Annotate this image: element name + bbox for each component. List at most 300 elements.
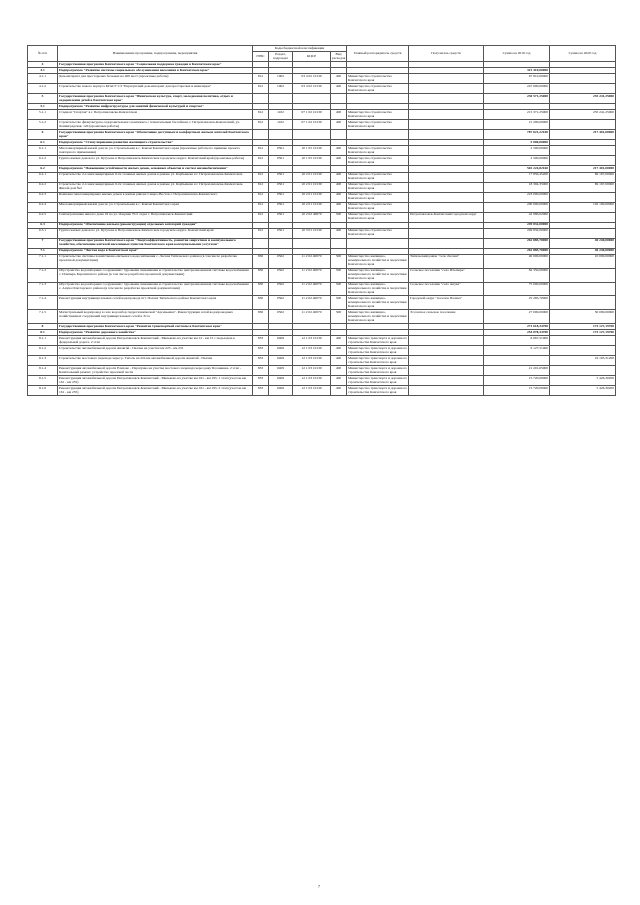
row-number: 8.1.3 [28, 356, 58, 366]
table-row [28, 254, 616, 268]
row-sum-2020: 5 426,30200 [550, 386, 616, 396]
row-ksr [293, 238, 331, 248]
header-razdel: Раздел, подраздел [269, 52, 293, 62]
row-razdel: 0409 [269, 346, 293, 356]
row-number: 7.1 [28, 248, 58, 254]
row-ksr: 12 1 03 10130 [293, 366, 331, 376]
row-executor: Министерство транспорта и дорожного строительства Камчатского края [348, 376, 407, 384]
row-grbs: 830 [253, 310, 269, 324]
row-recipient [409, 172, 484, 182]
row-name: Государственная программа Камчатского края "Социальная поддержка граждан в Камчатском крае" [58, 62, 253, 68]
row-name: Строительство физкультурно-оздоровительного комплекса с плавательным бассейном, г. Петропавловск-Камчатский, ул. Ленинградская, 120 (проектные работы) [58, 120, 253, 130]
row-grbs [253, 130, 269, 140]
row-ksr [293, 130, 331, 140]
row-ksr: 12 1 03 10130 [293, 376, 331, 386]
row-sum-2019: 254 078,34700 [484, 330, 550, 336]
table-row [28, 202, 616, 212]
row-grbs: 833 [253, 356, 269, 366]
row-recipient [409, 130, 484, 140]
row-name: Обустройство водозаборных сооружений с буровыми скважинами и строительство централизованной системы водоснабжения с. Ильпырь Карагинского района (в том числе разработка проектной документации) [58, 268, 253, 282]
row-grbs: 830 [253, 296, 269, 310]
row-executor: Министерство строительства Камчатского края [347, 74, 409, 84]
row-ksr: 03 4 02 10130 [293, 84, 331, 94]
row-vr: 400 [331, 172, 347, 182]
row-number: 8.1.4 [28, 366, 58, 376]
row-razdel: 0502 [269, 282, 293, 296]
row-grbs: 812 [253, 212, 269, 222]
row-ksr: 10 2 02 40070 [293, 212, 331, 222]
row-sum-2020 [550, 282, 616, 296]
row-recipient [409, 120, 484, 130]
row-name: Государственная программа Камчатского края "Физическая культура, спорт, молодежная политика, отдых и оздоровление детей в Камчатском крае" [58, 94, 253, 104]
row-sum-2019: 40 000,00000 [484, 254, 550, 268]
row-razdel: 0501 [269, 182, 293, 192]
row-razdel: 0409 [269, 376, 293, 386]
row-executor: Министерство строительства Камчатского края [347, 202, 409, 212]
table-row [28, 130, 616, 140]
row-name: Реконструкция автомобильной дороги Петропавловск-Камчатский - Мильково на участке км 161 - км 195. 1 этап (участок км 161 - км 255) [58, 376, 253, 386]
row-razdel: 0501 [269, 228, 293, 238]
row-recipient [409, 94, 484, 104]
row-razdel: 0409 [269, 386, 293, 396]
row-number: 6.2.3 [28, 192, 58, 202]
row-grbs: 833 [253, 336, 269, 346]
row-grbs [253, 94, 269, 104]
row-sum-2020 [550, 192, 616, 202]
row-name: Магистральный водопровод в селе водозабор гидротехнической "Арсеньевка". Реконструкция сетей водопроводных хозяйственных сооружений внутриквартальных сетей в Эссо [58, 310, 253, 324]
row-sum-2020 [550, 146, 616, 156]
row-recipient [409, 386, 484, 396]
row-ksr [293, 94, 331, 104]
row-number: 8.1.1 [28, 336, 58, 346]
row-recipient [409, 346, 484, 356]
row-number: 6 [28, 130, 58, 140]
row-ksr: 11 2 02 40070 [293, 310, 331, 324]
row-name: Строительство мостового перехода через р. Тиголь на 224 км автомобильной дороги Анавгай - Палана [58, 356, 253, 366]
row-sum-2019: 5 000,00000 [484, 140, 550, 146]
row-sum-2019: 15 720,00000 [484, 386, 550, 396]
row-vr: 400 [331, 146, 347, 156]
row-executor: Министерство транспорта и дорожного строительства Камчатского края [348, 356, 407, 364]
row-recipient: Сельское поселение "село Ильпырь" [409, 268, 484, 282]
row-razdel: 0501 [269, 156, 293, 166]
row-recipient [409, 156, 484, 166]
table-row [28, 156, 616, 166]
header-ksr: КЦСР [293, 52, 331, 62]
row-recipient [409, 228, 484, 238]
row-vr: 400 [331, 366, 347, 376]
row-recipient [409, 110, 484, 120]
row-number: 4.1.1 [28, 74, 58, 84]
header-codes-group: Коды бюджетной классификации [253, 46, 347, 52]
row-executor: Министерство строительства Камчатского края [347, 228, 409, 238]
table-row [28, 84, 616, 94]
row-sum-2019: 315 410,00000 [484, 68, 550, 74]
row-name: Подпрограмма "Чистая вода в Камчатском крае" [58, 248, 253, 254]
row-number: 6.3 [28, 222, 58, 228]
row-sum-2019 [484, 356, 550, 366]
row-razdel: 0502 [269, 268, 293, 282]
row-name: Многоквартирный жилой дом по ул. Строительная в с. Ключи Камчатского края [58, 202, 253, 212]
row-vr: 400 [331, 192, 347, 202]
row-sum-2019: 17 850,45200 [484, 172, 550, 182]
row-name: Государственная программа Камчатского края "Развитие транспортной системы в Камчатском крае" [58, 324, 253, 330]
row-sum-2019: 18 394,35000 [484, 182, 550, 192]
row-number: 6.2.4 [28, 202, 58, 212]
row-name: Строительство автомобильной дороги Анавгай - Палана на участке км 225 - км 231 [58, 346, 253, 356]
row-executor: Министерство жилищно-коммунального хозяйства и энергетики Камчатского края [347, 296, 409, 310]
row-sum-2020 [550, 346, 616, 356]
row-name: Строительство нового корпуса КГАСУ СЗ "Паратунский дом-интернат для престарелых и инвалидов" [58, 84, 253, 94]
row-sum-2019: 15 720,00000 [484, 376, 550, 386]
row-executor: Министерство жилищно-коммунального хозяйства и энергетики Камчатского края [347, 254, 409, 268]
row-razdel: 1002 [269, 84, 293, 94]
row-sum-2020: 173 127,19700 [550, 324, 616, 330]
row-vr: 400 [331, 386, 347, 396]
row-name: Реконструкция автомобильной дороги Елизово - Паратунка на участке мостового перехода через реку Половинка. 2 этап - Капитальный ремонт, устройство проезжей части [58, 366, 253, 376]
row-sum-2020: 69 167,00000 [550, 182, 616, 192]
row-vr: 500 [331, 268, 347, 282]
row-grbs [253, 238, 269, 248]
row-sum-2020: 217 401,00000 [550, 166, 616, 172]
row-sum-2019: 249 832,00000 [484, 222, 550, 228]
row-ksr: 03 4 02 10130 [293, 74, 331, 84]
row-razdel: 0501 [269, 192, 293, 202]
row-ksr: 10 2 01 10130 [293, 182, 331, 192]
row-grbs: 812 [253, 202, 269, 212]
row-recipient [409, 84, 484, 94]
table-row [28, 268, 616, 282]
row-vr [331, 130, 347, 140]
row-sum-2019: 67 810,00000 [484, 74, 550, 84]
row-razdel: 0501 [269, 212, 293, 222]
row-executor: Министерство транспорта и дорожного строительства Камчатского края [348, 366, 407, 374]
header-name: Наименование программы, подпрограммы, мероприятия [58, 46, 253, 62]
row-executor: Министерство строительства Камчатского края [347, 182, 409, 192]
row-grbs: 812 [253, 172, 269, 182]
row-grbs: 830 [253, 254, 269, 268]
table-row [28, 386, 616, 396]
row-sum-2020: 173 127,19700 [550, 330, 616, 336]
row-number: 6.3.1 [28, 228, 58, 238]
row-recipient [409, 366, 484, 376]
row-sum-2019: 15 200,00000 [484, 120, 550, 130]
header-grbs: ГРБС [253, 52, 269, 62]
row-razdel: 0409 [269, 356, 293, 366]
row-executor: Министерство строительства Камчатского края [347, 172, 409, 182]
row-executor: Министерство транспорта и дорожного строительства Камчатского края [348, 346, 407, 354]
row-recipient [409, 238, 484, 248]
row-executor: Министерство жилищно-коммунального хозяйства и энергетики Камчатского края [347, 310, 409, 324]
row-ksr: 11 2 02 40070 [293, 254, 331, 268]
row-number: 5.1.1 [28, 110, 58, 120]
row-vr: 400 [331, 202, 347, 212]
row-sum-2020: 5 426,30200 [550, 376, 616, 386]
row-sum-2020 [550, 366, 616, 376]
table-row [28, 192, 616, 202]
row-recipient [409, 192, 484, 202]
row-razdel [269, 94, 293, 104]
row-name: Реконструкция внутриквартальных сетей водопровода пгт. Палана Тигильского района Камчатского края [58, 296, 253, 310]
row-number: 7.1.3 [28, 282, 58, 296]
row-sum-2020 [550, 268, 616, 282]
row-ksr: 10 2 01 10130 [293, 172, 331, 182]
row-vr: 400 [331, 156, 347, 166]
row-name: Подпрограмма "Развитие системы социального обслуживания населения в Камчатском крае" [58, 68, 253, 74]
row-number: 6.1.1 [28, 146, 58, 156]
row-razdel: 1102 [269, 110, 293, 120]
row-vr: 400 [331, 84, 347, 94]
row-ksr: 10 2 01 10130 [293, 192, 331, 202]
row-sum-2019: 27 000,00000 [484, 310, 550, 324]
row-sum-2019: 75 000,00000 [484, 282, 550, 296]
row-grbs: 833 [253, 386, 269, 396]
row-ksr: 10 1 05 10130 [293, 146, 331, 156]
row-name: Подпрограмма "Развитие дорожного хозяйства" [58, 330, 253, 336]
table-row [28, 376, 616, 386]
table-row [28, 346, 616, 356]
row-name: Подпрограмма "Стимулирование развития жилищного строительства" [58, 140, 253, 146]
row-vr: 500 [331, 282, 347, 296]
row-sum-2020 [550, 120, 616, 130]
row-name: Дом-интернат для престарелых больных на 400 мест (проектные работы) [58, 74, 253, 84]
row-executor: Министерство строительства Камчатского края [347, 212, 409, 222]
row-vr: 400 [331, 182, 347, 192]
row-recipient [409, 182, 484, 192]
row-name: Стадион "Спартак" в г. Петропавловске-Камчатском [58, 110, 253, 120]
row-sum-2020 [550, 296, 616, 310]
row-executor: Министерство строительства Камчатского края [347, 146, 409, 156]
row-number: 7 [28, 238, 58, 248]
row-number: 5 [28, 94, 58, 104]
row-vr: 500 [331, 254, 347, 268]
row-executor [347, 130, 409, 140]
row-ksr: 12 1 03 10130 [293, 356, 331, 366]
row-number: 6.2.2 [28, 182, 58, 192]
row-razdel: 0409 [269, 336, 293, 346]
row-razdel: 0501 [269, 146, 293, 156]
row-executor: Министерство транспорта и дорожного строительства Камчатского края [348, 386, 407, 394]
row-vr: 400 [331, 356, 347, 366]
row-number: 6.2 [28, 166, 58, 172]
row-sum-2020: 16 105,31200 [550, 356, 616, 366]
row-recipient [409, 356, 484, 366]
row-number: 7.1.4 [28, 296, 58, 310]
budget-table [27, 45, 616, 396]
row-number: 4.1 [28, 68, 58, 74]
row-sum-2020: 235 241,25000 [550, 94, 616, 104]
table-row [28, 296, 616, 310]
page-number: 7 [318, 884, 320, 889]
row-sum-2019: 42 980,02060 [484, 212, 550, 222]
row-number: 8 [28, 324, 58, 330]
row-recipient [409, 376, 484, 386]
row-sum-2019: 2 500,00000 [484, 156, 550, 166]
row-razdel: 0501 [269, 172, 293, 182]
row-name: Комплекс многоквартирных жилых домов в жилом районе Северо-Восток г. Петропавловска-Камчатского [58, 192, 253, 202]
row-name: Государственная программа Камчатского края "Энергоэффективность, развитие энергетики и коммунального хозяйства, обеспечение жителей населенных пунктов Камчатского края коммунальными услугами" [58, 238, 253, 248]
row-name: Группа жилых домов по ул. Кутузова в Петропавловск-Камчатском городском округе. Камчатский край (проектные работы) [58, 156, 253, 166]
row-razdel: 1102 [269, 120, 293, 130]
header-sum-2019: Сумма на 2019 год [484, 46, 550, 62]
row-number: 5.1 [28, 104, 58, 110]
row-number: 5.1.2 [28, 120, 58, 130]
row-number: 6.2.1 [28, 172, 58, 182]
row-recipient: Петропавловск-Камчатский городской округ [409, 212, 484, 222]
row-grbs: 812 [253, 192, 269, 202]
row-sum-2019: 249 832,00000 [484, 228, 550, 238]
row-ksr: 10 2 01 10130 [293, 202, 331, 212]
header-executor: Главный распорядитель средств [347, 46, 409, 62]
row-name: Обустройство водозаборных сооружений с буровыми скважинами и строительство централизованной системы водоснабжения с. Апука Олюторского района (в том числе разработка проектной документации) [58, 282, 253, 296]
row-vr [331, 238, 347, 248]
table-row [28, 110, 616, 120]
row-recipient [409, 146, 484, 156]
row-ksr: 10 1 05 10130 [293, 156, 331, 166]
row-sum-2019: 6 127,51900 [484, 346, 550, 356]
table-row [28, 282, 616, 296]
table-row [28, 172, 616, 182]
row-sum-2019: 262 885,70000 [484, 238, 550, 248]
row-sum-2020 [550, 228, 616, 238]
row-number: 8.1.5 [28, 376, 58, 386]
row-number: 4 [28, 62, 58, 68]
row-vr: 500 [331, 212, 347, 222]
row-recipient: Тигильский район "село Лесная" [409, 254, 484, 268]
row-number: 8.1.2 [28, 346, 58, 356]
row-vr: 400 [331, 336, 347, 346]
row-vr: 500 [331, 310, 347, 324]
row-sum-2019: 271 618,34700 [484, 324, 550, 330]
table-row [28, 182, 616, 192]
row-sum-2019: 223 000,00000 [484, 192, 550, 202]
table-row [28, 74, 616, 84]
row-sum-2020: 10 000,00000 [550, 254, 616, 268]
header-recipient: Получатель средств [409, 46, 484, 62]
row-grbs: 812 [253, 156, 269, 166]
row-ksr: 11 2 02 40070 [293, 282, 331, 296]
row-razdel: 0409 [269, 366, 293, 376]
row-executor: Министерство строительства Камчатского края [347, 156, 409, 166]
row-sum-2019: 262 885,70000 [484, 248, 550, 254]
row-grbs: 812 [253, 228, 269, 238]
row-name: Многоквартирный жилой дом по ул. Строительная в с. Ключи Камчатского края (проектные работы по привязке проекта повторного применения) [58, 146, 253, 156]
row-name: Строительство 2-х многоквартирных 9-ти этажных жилых домов в районе ул. Карбышева в г. Петропавловске-Камчатском. Жилой дом №2 [58, 182, 253, 192]
row-razdel: 1002 [269, 74, 293, 84]
row-sum-2020: 40 240,00000 [550, 238, 616, 248]
row-sum-2019: 247 600,00000 [484, 84, 550, 94]
row-sum-2020: 40 240,00000 [550, 248, 616, 254]
row-sum-2019: 787 021,22100 [484, 130, 550, 140]
row-razdel [269, 130, 293, 140]
row-vr: 400 [331, 346, 347, 356]
row-razdel [269, 238, 293, 248]
row-ksr: 07 1 02 10130 [293, 120, 331, 130]
table-row [28, 228, 616, 238]
row-recipient: Городской округ "поселок Палана" [409, 296, 484, 310]
row-sum-2020 [550, 212, 616, 222]
row-recipient: Сельское поселение "село Апука" [409, 282, 484, 296]
row-name: Реконструкция автомобильной дороги Петропавловск-Камчатский - Мильково на участке км 12 - км 15 с подъездом к федеральной дороге. 2 этап [58, 336, 253, 346]
header-vr: Вид расходов [332, 51, 346, 60]
row-ksr: 12 1 03 10130 [293, 346, 331, 356]
row-sum-2019: 215 371,25000 [484, 110, 550, 120]
row-number: 7.1.1 [28, 254, 58, 268]
row-executor [347, 238, 409, 248]
row-sum-2020 [550, 336, 616, 346]
row-sum-2019: 82 350,00000 [484, 268, 550, 282]
row-grbs: 812 [253, 74, 269, 84]
table-row [28, 212, 616, 222]
row-razdel: 0502 [269, 296, 293, 310]
row-recipient: Эссовское сельское поселение [409, 310, 484, 324]
row-executor: Министерство жилищно-коммунального хозяйства и энергетики Камчатского края [347, 282, 409, 296]
row-vr: 400 [331, 110, 347, 120]
header-sum-2020: Сумма на 2020 год [550, 46, 616, 62]
row-sum-2020: 69 167,00000 [550, 172, 616, 182]
row-grbs: 812 [253, 146, 269, 156]
row-number: 7.1.5 [28, 310, 58, 324]
row-sum-2019: 25 285,70000 [484, 296, 550, 310]
row-sum-2020: 30 000,00000 [550, 310, 616, 324]
row-name: Строительство системы хозяйственно-питьевого водоснабжения с. Лесная Тигильского района (в том числе разработка проектной документации) [58, 254, 253, 268]
row-ksr: 07 1 02 10130 [293, 110, 331, 120]
row-grbs: 830 [253, 282, 269, 296]
row-name: Подпрограмма "Развитие инфраструктуры для занятий физической культурой и спортом" [58, 104, 253, 110]
table-row [28, 310, 616, 324]
row-grbs: 812 [253, 84, 269, 94]
row-sum-2020: 102 100,00000 [550, 202, 616, 212]
row-vr: 400 [331, 228, 347, 238]
row-vr: 400 [331, 120, 347, 130]
table-row [28, 238, 616, 248]
row-executor: Министерство строительства Камчатского края [347, 84, 409, 94]
row-sum-2019: 6 067,51900 [484, 336, 550, 346]
row-grbs: 812 [253, 110, 269, 120]
row-vr: 500 [331, 296, 347, 310]
row-grbs: 833 [253, 346, 269, 356]
row-sum-2020 [550, 84, 616, 94]
row-name: Подпрограмма "Повышение устойчивости жилых домов, основных объектов и систем жизнеобеспечения" [58, 166, 253, 172]
row-recipient [409, 336, 484, 346]
row-name: Группа жилых домов по ул. Кутузова в Петропавловск-Камчатском городском округе. Камчатский край [58, 228, 253, 238]
row-sum-2019: 502 224,82160 [484, 166, 550, 172]
row-grbs: 833 [253, 376, 269, 386]
row-executor: Министерство строительства Камчатского края [347, 192, 409, 202]
row-executor: Министерство строительства Камчатского края [347, 120, 409, 130]
header-num: № п/п [28, 46, 58, 62]
row-executor [347, 94, 409, 104]
row-recipient [409, 202, 484, 212]
row-sum-2020 [550, 156, 616, 166]
row-name: Сейсмоусиление жилого дома 19 по ул. Озерная 7б/2 отдел г. Петропавловск-Камчатский [58, 212, 253, 222]
row-vr: 400 [331, 74, 347, 84]
row-ksr: 12 1 03 10130 [293, 386, 331, 396]
row-razdel: 0501 [269, 202, 293, 212]
row-razdel: 0502 [269, 310, 293, 324]
table-row [28, 120, 616, 130]
row-sum-2020 [550, 74, 616, 84]
row-sum-2019: 21 201,65900 [484, 366, 550, 376]
row-razdel: 0502 [269, 254, 293, 268]
row-ksr: 11 2 02 40070 [293, 296, 331, 310]
row-ksr: 12 1 03 10130 [293, 336, 331, 346]
row-grbs: 812 [253, 120, 269, 130]
row-ksr: 10 3 01 10130 [293, 228, 331, 238]
table-row [28, 356, 616, 366]
row-name: Строительство 2-х многоквартирных 9-ти этажных жилых домов в районе ул. Карбышева в г. Петропавловске-Камчатском [58, 172, 253, 182]
table-row [28, 146, 616, 156]
